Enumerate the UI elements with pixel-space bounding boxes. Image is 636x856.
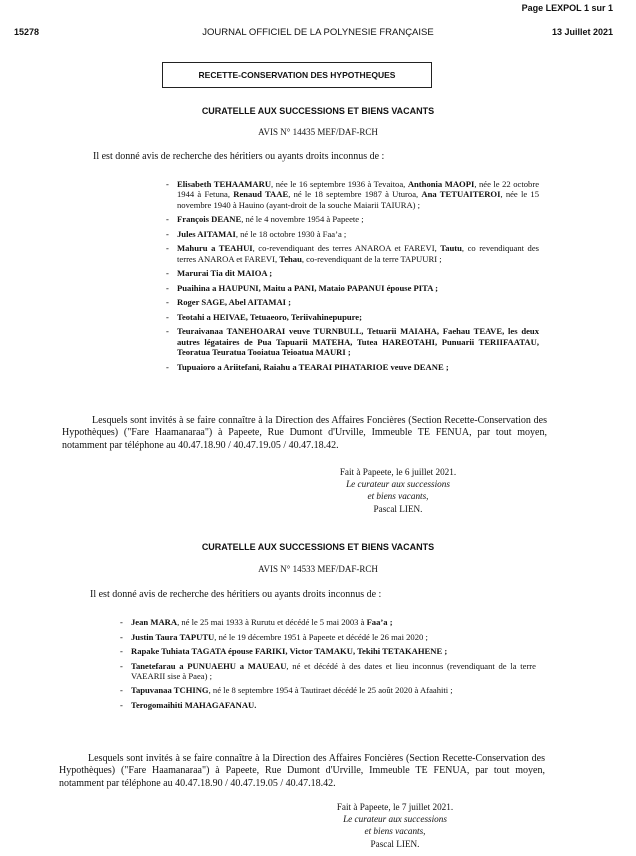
heir-list-item: - Teuraivanaa TANEHOARAI veuve TURNBULL, Tetuarii MAIAHA, Faehau TEAVE, les deux autres légataires de Pua Tapuarii MATEHA, Tutea HAREOTAHI, Punuarii TERIIFAATAU, Teoratua Teuratua Tooiatua Teioatua MAURI ; (177, 326, 539, 357)
notice-2-intro: Il est donné avis de recherche des héritiers ou ayants droits inconnus de : (90, 589, 382, 600)
heir-list-item: - Justin Taura TAPUTU, né le 19 décembre 1951 à Papeete et décédé le 26 mai 2020 ; (131, 632, 536, 642)
signature-name: Pascal LIEN. (370, 838, 420, 849)
signature-place-date: Fait à Papeete, le 6 juillet 2021. (339, 467, 457, 477)
page-number: 15278 (14, 27, 40, 37)
signature-role-line-1: Le curateur aux successions (343, 814, 447, 825)
signature-name: Pascal LIEN. (373, 503, 423, 514)
notice-2-title: CURATELLE AUX SUCCESSIONS ET BIENS VACANTS (201, 542, 435, 552)
heir-list-item: - Jean MARA, né le 25 mai 1933 à Rurutu et décédé le 5 mai 2003 à Faa’a ; (131, 617, 536, 627)
heir-list-item: - Jules AITAMAI, né le 18 octobre 1930 à Faa’a ; (177, 229, 539, 239)
issue-date: 13 Juillet 2021 (551, 27, 613, 37)
signature-place-date: Fait à Papeete, le 7 juillet 2021. (336, 802, 454, 812)
journal-title: JOURNAL OFFICIEL DE LA POLYNESIE FRANÇAISE (202, 27, 434, 38)
heir-list-item: - Elisabeth TEHAAMARU, née le 16 septembre 1936 à Tevaitoa, Anthonia MAOPI, née le 22 octobre 1944 à Fetuna, Renaud TAAE, né le 18 septembre 1987 à Uturoa, Ana TETUAITEROI, née le 15 novembre 1940 à Hauino (ayant-droit de la souche Maiarii TAIURA) ; (177, 179, 539, 210)
section-heading-box: RECETTE-CONSERVATION DES HYPOTHEQUES (162, 62, 432, 88)
notice-1-closing: Lesquels sont invités à se faire connaître à la Direction des Affaires Foncières (Section Recette-Conservation des Hypothèques) ("Fare Haamanaraa") à Papeete, Rue Dumont d'Urville, Immeuble TE FENUA, par tout moyen, notamment par téléphone au 40.47.18.90 / 40.47.19.05 / 40.47.18.42. (62, 415, 547, 451)
heir-list-item: - Marurai Tia dit MAIOA ; (177, 268, 539, 278)
page-label: Page LEXPOL 1 sur 1 (521, 3, 613, 13)
signature-role-line-2: et biens vacants, (364, 826, 426, 837)
notice-1-title: CURATELLE AUX SUCCESSIONS ET BIENS VACANTS (201, 106, 435, 116)
notice-1-intro: Il est donné avis de recherche des héritiers ou ayants droits inconnus de : (93, 151, 385, 162)
heir-list-item: - Tupuaioro a Ariitefani, Raiahu a TEARAI PIHATARIOE veuve DEANE ; (177, 362, 539, 372)
signature-role-line-2: et biens vacants, (367, 491, 429, 502)
notice-2-heirs-list (131, 617, 536, 714)
heir-list-item: - Terogomaihiti MAHAGAFANAU. (131, 700, 536, 710)
notice-1-heirs-list (177, 179, 539, 376)
notice-1-avis: AVIS N° 14435 MEF/DAF-RCH (258, 127, 378, 137)
notice-2-closing: Lesquels sont invités à se faire connaître à la Direction des Affaires Foncières (Section Recette-Conservation des Hypothèques) ("Fare Haamanaraa") à Papeete, Rue Dumont d'Urville, Immeuble TE FENUA, par tout moyen, notamment par téléphone au 40.47.18.90 / 40.47.19.05 / 40.47.18.42. (59, 753, 545, 789)
heir-list-item: - Puaihina a HAUPUNI, Maitu a PANI, Mataio PAPANUI épouse PITA ; (177, 283, 539, 293)
notice-2-signature (297, 801, 493, 850)
heir-list-item: - François DEANE, né le 4 novembre 1954 à Papeete ; (177, 214, 539, 224)
notice-2-avis: AVIS N° 14533 MEF/DAF-RCH (258, 564, 378, 574)
heir-list-item: - Tanetefarau a PUNUAEHU a MAUEAU, né et décédé à des dates et lieu inconnus (revendiquant de la terre VAEARII sise à Paea) ; (131, 661, 536, 682)
signature-role-line-1: Le curateur aux successions (346, 479, 450, 490)
heir-list-item: - Tapuvanaa TCHING, né le 8 septembre 1954 à Tautiraet décédé le 25 août 2020 à Afaahiti ; (131, 685, 536, 695)
heir-list-item: - Rapake Tuhiata TAGATA épouse FARIKI, Victor TAMAKU, Tekihi TETAKAHENE ; (131, 646, 536, 656)
heir-list-item: - Teotahi a HEIVAE, Tetuaeoro, Teriivahinepupure; (177, 312, 539, 322)
heir-list-item: - Roger SAGE, Abel AITAMAI ; (177, 297, 539, 307)
heir-list-item: - Mahuru a TEAHUI, co-revendiquant des terres ANAROA et FAREVI, Tautu, co revendiquant des terres ANAROA et FAREVI, Tehau, co-revendiquant de la terre TAPUURI ; (177, 243, 539, 264)
notice-1-signature (300, 466, 496, 515)
